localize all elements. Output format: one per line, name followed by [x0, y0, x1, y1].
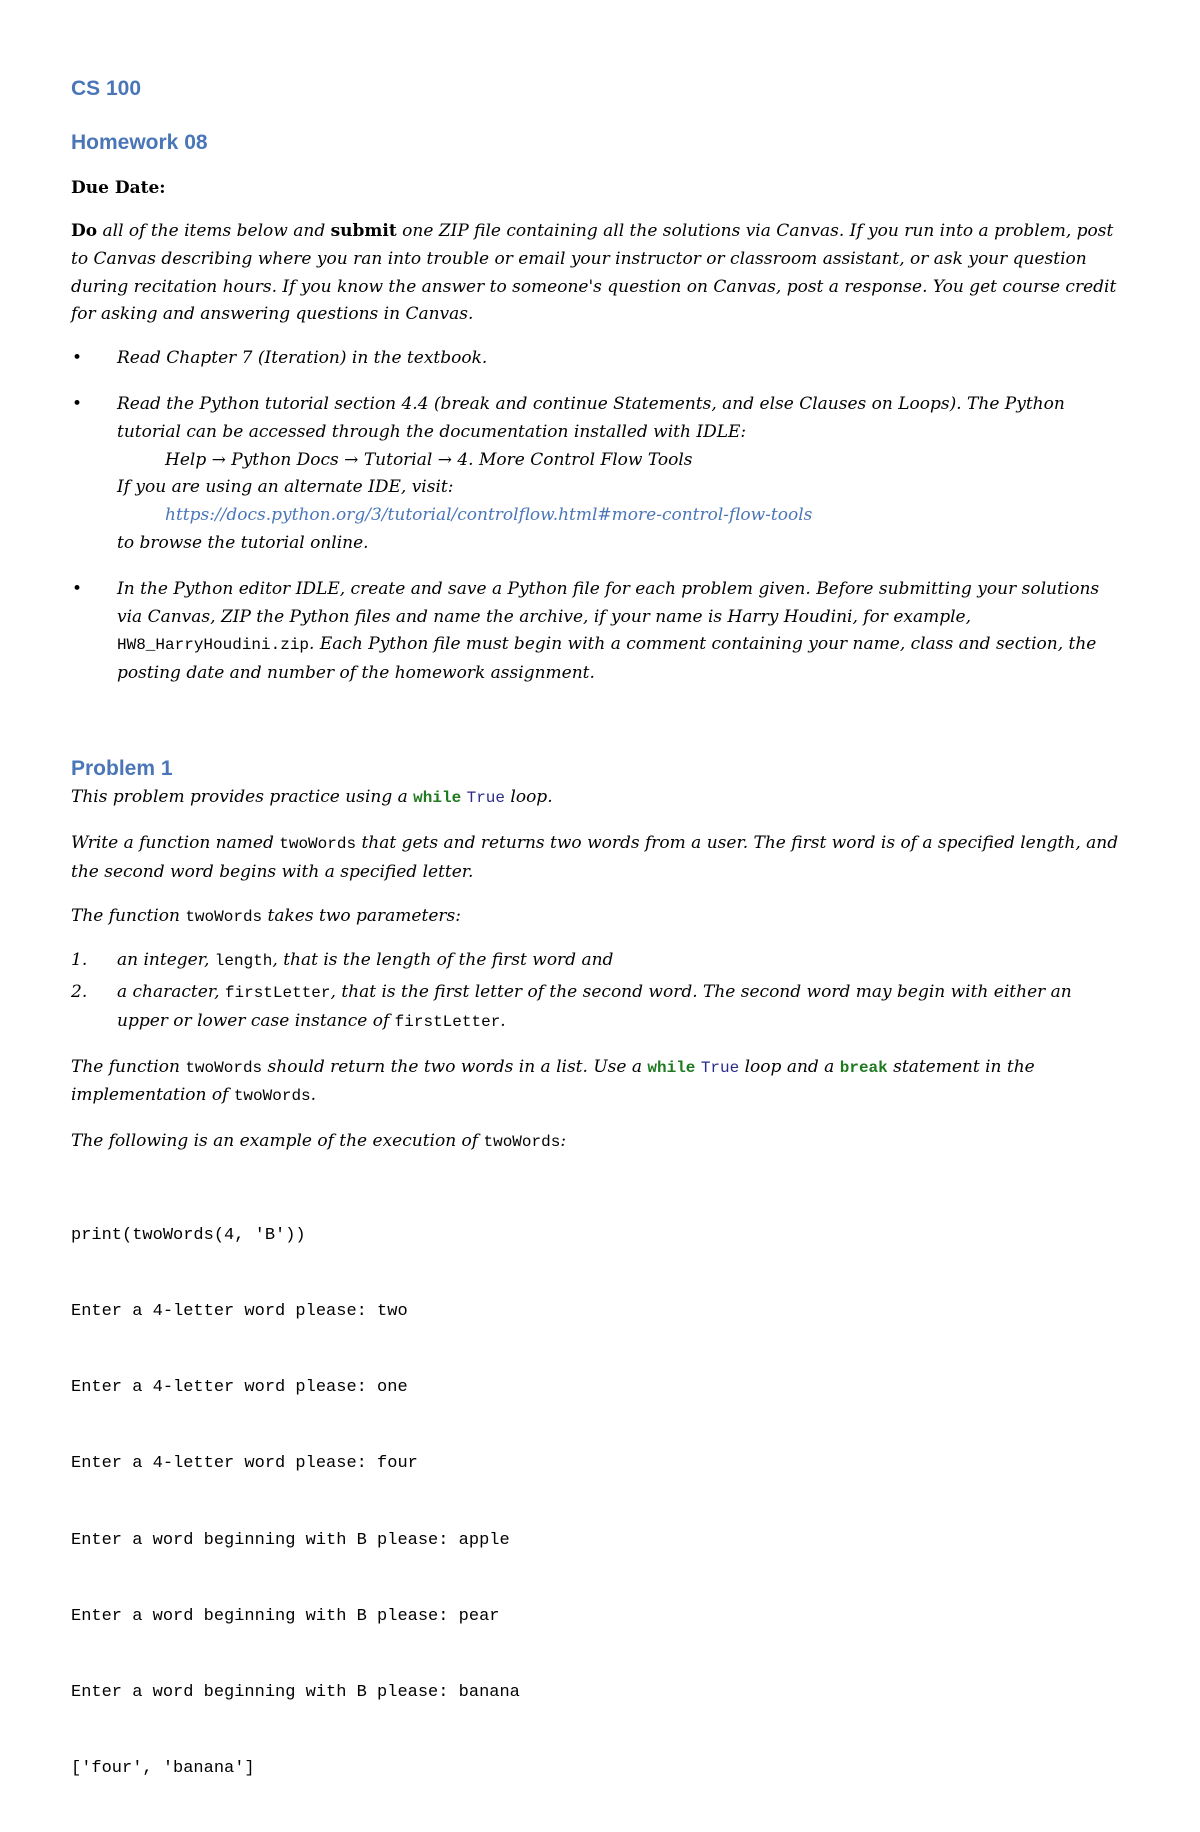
document-page — [71, 74, 1131, 1832]
problem-1-intro: This problem provides practice using a while True loop. — [71, 786, 553, 807]
code-line: ['four', 'banana'] — [71, 1759, 255, 1779]
do-word: Do — [71, 221, 98, 241]
bullet-icon: • — [72, 393, 83, 414]
code-line: Enter a 4-letter word please: four — [71, 1454, 418, 1474]
menu-path: Help → Python Docs → Tutorial → 4. More Control Flow Tools — [165, 449, 693, 470]
submit-word: submit — [330, 221, 397, 241]
due-date-label: Due Date: — [71, 178, 166, 198]
tutorial-link[interactable]: https://docs.python.org/3/tutorial/controlflow.html#more-control-flow-tools — [165, 505, 813, 526]
bullet-icon: • — [72, 348, 83, 369]
instruction-list — [71, 345, 1131, 688]
list-item: • Read the Python tutorial section 4.4 (break and continue Statements, and else Clauses on Loops). The Python tutorial can be accessed through the documentation installed with IDLE: Help → Python Docs → Tutorial → 4. More Control Flow Tools If you are using an alternate IDE, visit: https://docs.python.org/3/tutorial/controlflow.html#more-control-flow-tools to browse the tutorial online. — [71, 391, 1127, 558]
list-item: 2. a character, firstLetter, that is the first letter of the second word. The second word may begin with either an upper or lower case instance of firstLetter. — [71, 981, 1072, 1031]
problem-1-parameters: The function twoWords takes two parameters: — [71, 906, 461, 927]
homework-title: Homework 08 — [71, 131, 208, 154]
code-line: Enter a 4-letter word please: two — [71, 1301, 408, 1321]
course-title: CS 100 — [71, 77, 142, 100]
example-code-block — [71, 1172, 1131, 1832]
code-line: Enter a 4-letter word please: one — [71, 1378, 408, 1398]
problem-1-return: The function twoWords should return the two words in a list. Use a while True loop and a break statement in the implementation of twoWords. — [71, 1056, 1035, 1106]
list-item: 1. an integer, length, that is the length of the first word and — [71, 950, 614, 971]
parameter-list — [71, 947, 1131, 1036]
problem-1-title: Problem 1 — [71, 756, 173, 780]
intro-paragraph: Do all of the items below and submit one ZIP file containing all the solutions via Canvas. If you run into a problem, post to Canvas describing where you ran into trouble or email your instructor or classroom assistant, or ask your question during recitation hours. If you know the answer to someone's question on Canvas, post a response. You get course credit for asking and answering questions in Canvas. — [71, 221, 1117, 325]
archive-name: HW8_HarryHoudini.zip — [117, 636, 310, 655]
code-line: Enter a word beginning with B please: apple — [71, 1530, 510, 1550]
list-item: • Read Chapter 7 (Iteration) in the textbook. — [71, 345, 1127, 373]
code-line: Enter a word beginning with B please: banana — [71, 1683, 520, 1703]
code-line: print(twoWords(4, 'B')) — [71, 1225, 306, 1245]
bullet-icon: • — [72, 578, 83, 599]
problem-1-description: Write a function named twoWords that gets and returns two words from a user. The first word is of a specified length, and the second word begins with a specified letter. — [71, 832, 1119, 882]
code-line: Enter a word beginning with B please: pear — [71, 1606, 500, 1626]
list-item: • In the Python editor IDLE, create and save a Python file for each problem given. Before submitting your solutions via Canvas, ZIP the Python files and name the archive, if your name is Harry Houdini, for example, HW8_HarryHoudini.zip. Each Python file must begin with a comment containing your name, class and section, the posting date and number of the homework assignment. — [71, 576, 1127, 688]
problem-1-example-intro: The following is an example of the execution of twoWords: — [71, 1131, 567, 1152]
